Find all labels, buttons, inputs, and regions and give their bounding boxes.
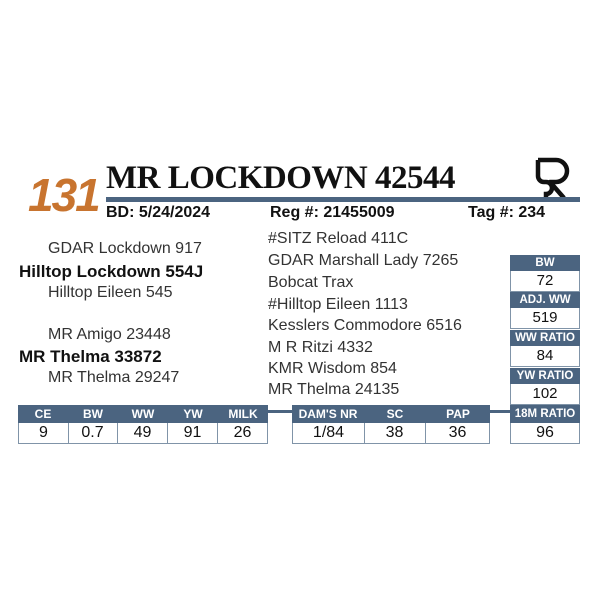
- dam-label-sc: SC: [386, 407, 404, 421]
- stat-value-bw: 72: [510, 271, 580, 292]
- epd-header: [18, 405, 268, 423]
- performance-stats: [510, 255, 580, 425]
- stat-label-yw-ratio: YW RATIO: [510, 368, 580, 384]
- pedigree-gg-3: Bobcat Trax: [268, 274, 354, 291]
- dam-value-pap: 36: [426, 423, 490, 444]
- stat-label-adj-ww: ADJ. WW: [510, 292, 580, 308]
- dam-label-pap: PAP: [446, 407, 470, 421]
- epd-value-bw: 0.7: [68, 423, 118, 444]
- epd-label-ce: CE: [34, 407, 52, 421]
- pedigree-gg-6: M R Ritzi 4332: [268, 339, 373, 356]
- pedigree-gg-2: GDAR Marshall Lady 7265: [268, 252, 459, 269]
- animal-name: MR LOCKDOWN 42544: [106, 160, 455, 196]
- epd-value-ce: 9: [18, 423, 69, 444]
- epd-label-bw: BW: [83, 407, 103, 421]
- stat-value-ww-ratio: 84: [510, 346, 580, 367]
- stat-value-adj-ww: 519: [510, 308, 580, 329]
- epd-value-yw: 91: [168, 423, 218, 444]
- dam-label-nr: DAM'S NR: [298, 407, 358, 421]
- tag-number: Tag #: 234: [468, 204, 546, 221]
- stat-label-18m-ratio: 18M RATIO: [514, 408, 576, 420]
- epd-label-milk: MILK: [228, 407, 258, 421]
- header-rule: [106, 197, 580, 202]
- birth-date: BD: 5/24/2024: [106, 204, 211, 221]
- pedigree-dam-dam: MR Thelma 29247: [48, 369, 180, 386]
- pedigree-gg-1: #SITZ Reload 411C: [268, 230, 409, 247]
- lot-number: 131: [28, 169, 99, 221]
- stat-value-18m-ratio: 96: [510, 423, 580, 444]
- epd-label-ww: WW: [131, 407, 155, 421]
- dam-value-nr: 1/84: [292, 423, 365, 444]
- pedigree-sire-dam: Hilltop Eileen 545: [48, 284, 173, 301]
- stat-label-bw: BW: [510, 255, 580, 271]
- registration-number: Reg #: 21455009: [270, 204, 395, 221]
- dam-value-sc: 38: [364, 423, 426, 444]
- epd-value-milk: 26: [218, 423, 268, 444]
- pedigree-gg-8: MR Thelma 24135: [268, 381, 400, 398]
- pedigree-sire: Hilltop Lockdown 554J: [19, 262, 204, 281]
- stat-label-ww-ratio: WW RATIO: [510, 330, 580, 346]
- epd-label-yw: YW: [183, 407, 203, 421]
- stat-value-yw-ratio: 102: [510, 384, 580, 405]
- pedigree-sire-sire: GDAR Lockdown 917: [48, 240, 202, 257]
- pedigree-dam-sire: MR Amigo 23448: [48, 326, 171, 343]
- pedigree-gg-5: Kesslers Commodore 6516: [268, 317, 462, 334]
- pedigree-gg-4: #Hilltop Eileen 1113: [268, 296, 408, 313]
- r-brand-logo-icon: [532, 154, 576, 200]
- pedigree-gg-7: KMR Wisdom 854: [268, 360, 397, 377]
- epd-value-ww: 49: [118, 423, 168, 444]
- ratio-18m-header: [510, 405, 580, 423]
- pedigree-dam: MR Thelma 33872: [19, 347, 162, 366]
- dam-stats-header: [292, 405, 490, 423]
